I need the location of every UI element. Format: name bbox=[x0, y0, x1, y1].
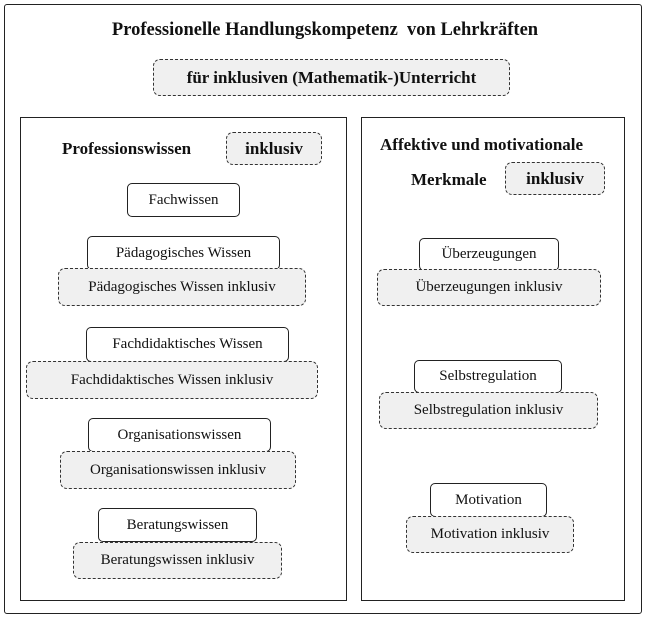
motivation-box: Motivation bbox=[430, 483, 547, 517]
organisationswissen-inklusiv-box: Organisationswissen inklusiv bbox=[60, 451, 296, 489]
selbstregulation-inklusiv-box: Selbstregulation inklusiv bbox=[379, 392, 598, 429]
professionswissen-tag: inklusiv bbox=[226, 132, 322, 165]
professionswissen-heading: Professionswissen bbox=[62, 139, 192, 158]
fachdidaktisches-wissen-inklusiv-box: Fachdidaktisches Wissen inklusiv bbox=[26, 361, 318, 399]
motivation-inklusiv-box: Motivation inklusiv bbox=[406, 516, 574, 553]
paedagogisches-wissen-box: Pädagogisches Wissen bbox=[87, 236, 280, 270]
paedagogisches-wissen-inklusiv-box: Pädagogisches Wissen inklusiv bbox=[58, 268, 306, 306]
diagram-title: Professionelle Handlungskompetenz von Lehrkräften bbox=[111, 20, 539, 40]
beratungswissen-box: Beratungswissen bbox=[98, 508, 257, 542]
affektive-heading-line2: Merkmale bbox=[411, 170, 487, 189]
ueberzeugungen-box: Überzeugungen bbox=[419, 238, 559, 271]
fachwissen-box: Fachwissen bbox=[127, 183, 240, 217]
subtitle-box: für inklusiven (Mathematik-)Unterricht bbox=[153, 59, 510, 96]
selbstregulation-box: Selbstregulation bbox=[414, 360, 562, 393]
organisationswissen-box: Organisationswissen bbox=[88, 418, 271, 452]
ueberzeugungen-inklusiv-box: Überzeugungen inklusiv bbox=[377, 269, 601, 306]
beratungswissen-inklusiv-box: Beratungswissen inklusiv bbox=[73, 542, 282, 579]
affektive-tag: inklusiv bbox=[505, 162, 605, 195]
affektive-heading-line1: Affektive und motivationale bbox=[380, 135, 584, 154]
fachdidaktisches-wissen-box: Fachdidaktisches Wissen bbox=[86, 327, 289, 362]
